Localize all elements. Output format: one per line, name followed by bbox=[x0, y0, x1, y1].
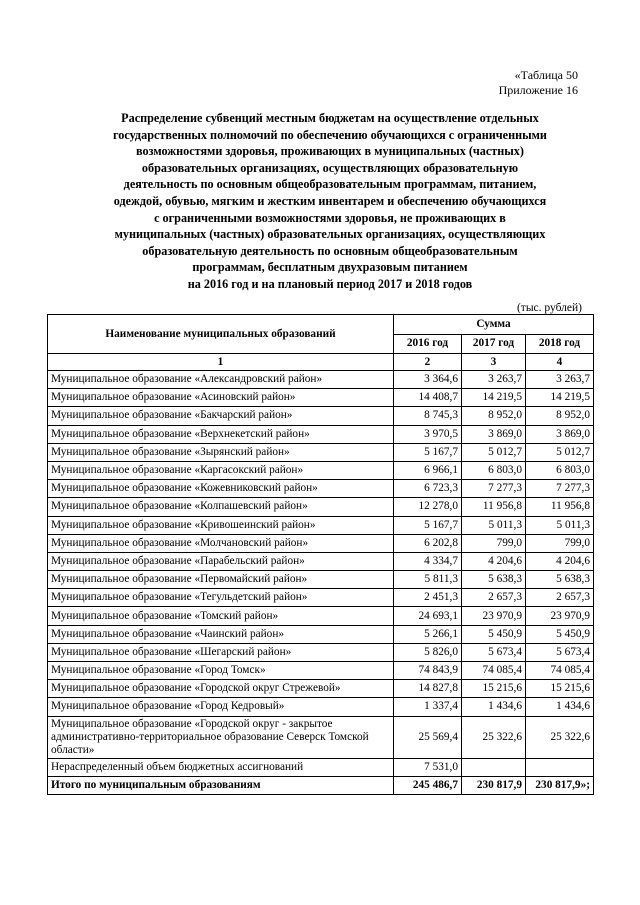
value-2018: 7 277,3 bbox=[526, 480, 594, 498]
title-line: образовательную деятельность по основным общеобразовательным bbox=[142, 243, 518, 258]
value-2016: 5 266,1 bbox=[394, 625, 462, 643]
value-2018: 23 970,9 bbox=[526, 607, 594, 625]
title-line: муниципальных (частных) образовательных организациях, осуществляющих bbox=[114, 227, 546, 242]
row-name: Муниципальное образование «Городской округ - закрытое административно-территориальное образование Северск Томской области» bbox=[48, 716, 394, 758]
row-name: Муниципальное образование «Город Томск» bbox=[48, 662, 394, 680]
col-header-sum: Сумма bbox=[394, 315, 594, 335]
value-2017: 5 673,4 bbox=[462, 643, 526, 661]
title-line: образовательных организациях, осуществляющих образовательную bbox=[141, 160, 519, 175]
value-2017: 1 434,6 bbox=[462, 698, 526, 716]
value-2017: 3 869,0 bbox=[462, 425, 526, 443]
value-2017: 5 450,9 bbox=[462, 625, 526, 643]
table-row bbox=[48, 680, 594, 698]
row-name: Муниципальное образование «Город Кедровый» bbox=[48, 698, 394, 716]
value-2016: 5 167,7 bbox=[394, 443, 462, 461]
row-name: Муниципальное образование «Каргасокский район» bbox=[48, 461, 394, 479]
value-2018: 3 869,0 bbox=[526, 425, 594, 443]
value-2018: 74 085,4 bbox=[526, 662, 594, 680]
col-header-2018: 2018 год bbox=[526, 334, 594, 354]
value-2017: 11 956,8 bbox=[462, 498, 526, 516]
row-name: Муниципальное образование «Чаинский район» bbox=[48, 625, 394, 643]
value-2017: 74 085,4 bbox=[462, 662, 526, 680]
value-2016: 5 811,3 bbox=[394, 571, 462, 589]
value-2016: 12 278,0 bbox=[394, 498, 462, 516]
value-2016: 14 408,7 bbox=[394, 389, 462, 407]
value-2016: 6 202,8 bbox=[394, 534, 462, 552]
value-2016: 14 827,8 bbox=[394, 680, 462, 698]
table-body bbox=[48, 371, 594, 717]
value-2018 bbox=[526, 758, 594, 776]
value-2017 bbox=[462, 758, 526, 776]
row-name: Нераспределенный объем бюджетных ассигнований bbox=[48, 758, 394, 776]
value-2018: 14 219,5 bbox=[526, 389, 594, 407]
document-title bbox=[56, 110, 604, 293]
value-2017: 5 638,3 bbox=[462, 571, 526, 589]
table-row bbox=[48, 698, 594, 716]
row-name: Муниципальное образование «Верхнекетский район» bbox=[48, 425, 394, 443]
table-row bbox=[48, 643, 594, 661]
row-name: Муниципальное образование «Асиновский район» bbox=[48, 389, 394, 407]
row-name: Муниципальное образование «Томский район» bbox=[48, 607, 394, 625]
row-name: Муниципальное образование «Парабельский район» bbox=[48, 552, 394, 570]
title-line: одеждой, обувью, мягким и жестким инвентарем и обеспечению обучающихся bbox=[113, 193, 547, 208]
value-2017: 4 204,6 bbox=[462, 552, 526, 570]
value-2017: 25 322,6 bbox=[462, 716, 526, 758]
value-2017: 6 803,0 bbox=[462, 461, 526, 479]
table-row-total bbox=[48, 776, 594, 794]
value-2016: 3 970,5 bbox=[394, 425, 462, 443]
table-row bbox=[48, 407, 594, 425]
value-2018: 11 956,8 bbox=[526, 498, 594, 516]
table-row bbox=[48, 571, 594, 589]
value-2016: 6 966,1 bbox=[394, 461, 462, 479]
value-2016: 5 167,7 bbox=[394, 516, 462, 534]
value-2018: 799,0 bbox=[526, 534, 594, 552]
units-label: (тыс. рублей) bbox=[516, 302, 582, 314]
value-2016: 2 451,3 bbox=[394, 589, 462, 607]
col-header-2016: 2016 год bbox=[394, 334, 462, 354]
table-row bbox=[48, 662, 594, 680]
value-2018: 5 012,7 bbox=[526, 443, 594, 461]
row-name: Муниципальное образование «Шегарский район» bbox=[48, 643, 394, 661]
title-line: деятельность по основным общеобразовательным программам, питанием, bbox=[123, 177, 537, 192]
table-row bbox=[48, 534, 594, 552]
value-2017: 2 657,3 bbox=[462, 589, 526, 607]
total-2016: 245 486,7 bbox=[394, 776, 462, 794]
value-2018: 2 657,3 bbox=[526, 589, 594, 607]
value-2016: 3 364,6 bbox=[394, 371, 462, 389]
row-name: Муниципальное образование «Первомайский район» bbox=[48, 571, 394, 589]
table-row bbox=[48, 461, 594, 479]
title-line: Распределение субвенций местным бюджетам на осуществление отдельных bbox=[121, 111, 539, 125]
value-2018: 5 638,3 bbox=[526, 571, 594, 589]
title-line: с ограниченными возможностями здоровья, не проживающих в bbox=[154, 210, 506, 225]
table-row-seversk bbox=[48, 716, 594, 758]
row-name: Муниципальное образование «Бакчарский район» bbox=[48, 407, 394, 425]
value-2016: 6 723,3 bbox=[394, 480, 462, 498]
value-2016: 7 531,0 bbox=[394, 758, 462, 776]
value-2018: 5 450,9 bbox=[526, 625, 594, 643]
value-2016: 74 843,9 bbox=[394, 662, 462, 680]
value-2017: 7 277,3 bbox=[462, 480, 526, 498]
row-name: Муниципальное образование «Кожевниковский район» bbox=[48, 480, 394, 498]
column-index-row bbox=[48, 354, 594, 371]
value-2016: 1 337,4 bbox=[394, 698, 462, 716]
column-index: 4 bbox=[526, 354, 594, 371]
title-line: на 2016 год и на плановый период 2017 и 2018 годов bbox=[187, 276, 473, 291]
value-2018: 4 204,6 bbox=[526, 552, 594, 570]
total-2017: 230 817,9 bbox=[462, 776, 526, 794]
appendix-label: Приложение 16 bbox=[498, 83, 578, 97]
value-2016: 4 334,7 bbox=[394, 552, 462, 570]
table-row bbox=[48, 552, 594, 570]
row-name: Муниципальное образование «Колпашевский район» bbox=[48, 498, 394, 516]
column-index: 1 bbox=[48, 354, 394, 371]
value-2018: 5 011,3 bbox=[526, 516, 594, 534]
table-row-unallocated bbox=[48, 758, 594, 776]
value-2018: 1 434,6 bbox=[526, 698, 594, 716]
total-label: Итого по муниципальным образованиям bbox=[48, 776, 394, 794]
table-row bbox=[48, 425, 594, 443]
value-2017: 3 263,7 bbox=[462, 371, 526, 389]
value-2017: 5 012,7 bbox=[462, 443, 526, 461]
value-2018: 5 673,4 bbox=[526, 643, 594, 661]
value-2017: 14 219,5 bbox=[462, 389, 526, 407]
total-2018: 230 817,9»; bbox=[526, 776, 594, 794]
table-row bbox=[48, 371, 594, 389]
value-2018: 6 803,0 bbox=[526, 461, 594, 479]
col-header-2017: 2017 год bbox=[462, 334, 526, 354]
table-row bbox=[48, 443, 594, 461]
value-2018: 25 322,6 bbox=[526, 716, 594, 758]
value-2016: 25 569,4 bbox=[394, 716, 462, 758]
value-2017: 5 011,3 bbox=[462, 516, 526, 534]
title-line: государственных полномочий по обеспечению обучающихся с ограниченными bbox=[113, 127, 547, 142]
subsidy-table bbox=[47, 314, 594, 795]
value-2016: 8 745,3 bbox=[394, 407, 462, 425]
column-index: 2 bbox=[394, 354, 462, 371]
value-2017: 8 952,0 bbox=[462, 407, 526, 425]
row-name: Муниципальное образование «Александровский район» bbox=[48, 371, 394, 389]
table-number-label: «Таблица 50 bbox=[514, 68, 578, 82]
value-2017: 23 970,9 bbox=[462, 607, 526, 625]
value-2018: 8 952,0 bbox=[526, 407, 594, 425]
table-row bbox=[48, 607, 594, 625]
value-2017: 15 215,6 bbox=[462, 680, 526, 698]
value-2016: 24 693,1 bbox=[394, 607, 462, 625]
row-name: Муниципальное образование «Тегульдетский район» bbox=[48, 589, 394, 607]
row-name: Муниципальное образование «Молчановский район» bbox=[48, 534, 394, 552]
title-line: возможностями здоровья, проживающих в муниципальных (частных) bbox=[136, 144, 524, 159]
column-index: 3 bbox=[462, 354, 526, 371]
value-2017: 799,0 bbox=[462, 534, 526, 552]
table-row bbox=[48, 498, 594, 516]
row-name: Муниципальное образование «Городской округ Стрежевой» bbox=[48, 680, 394, 698]
table-row bbox=[48, 589, 594, 607]
value-2018: 15 215,6 bbox=[526, 680, 594, 698]
table-row bbox=[48, 389, 594, 407]
table-row bbox=[48, 625, 594, 643]
table-row bbox=[48, 480, 594, 498]
table-row bbox=[48, 516, 594, 534]
row-name: Муниципальное образование «Зырянский район» bbox=[48, 443, 394, 461]
value-2018: 3 263,7 bbox=[526, 371, 594, 389]
col-header-name: Наименование муниципальных образований bbox=[48, 315, 394, 354]
row-name: Муниципальное образование «Кривошеинский район» bbox=[48, 516, 394, 534]
value-2016: 5 826,0 bbox=[394, 643, 462, 661]
title-line: программам, бесплатным двухразовым питанием bbox=[192, 260, 468, 275]
